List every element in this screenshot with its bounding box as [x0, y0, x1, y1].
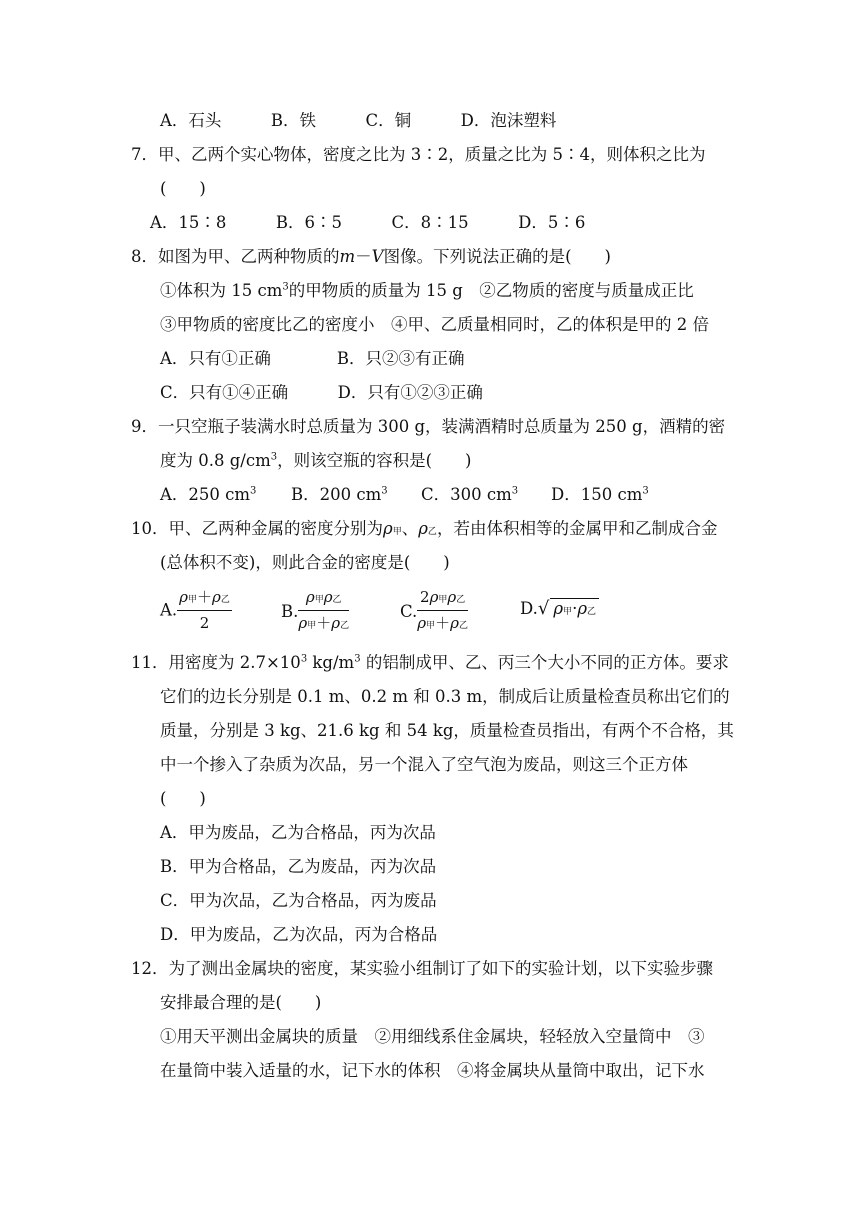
q12-stem-line1: 12．为了测出金属块的密度，某实验小组制订了如下的实验计划，以下实验步骤: [131, 959, 713, 978]
rho-symbol: ρ: [179, 588, 188, 606]
rho-symbol: ρ: [577, 599, 588, 618]
q10-stem-line1: [131, 518, 717, 543]
sub-yi: 乙: [587, 607, 597, 617]
q9-option-c-sup: 3: [511, 485, 519, 497]
q9-stem-line2: [160, 450, 472, 472]
q10-option-a-label: A.: [160, 600, 178, 620]
q7-options: A．15∶8 B．6∶5 C．8∶15 D．5∶6: [150, 213, 586, 232]
plus-sign: ＋: [435, 614, 451, 632]
q10-option-a-fraction: [177, 588, 232, 632]
q11-answer-blank: ( ): [160, 789, 206, 808]
q8-statement-line1: [160, 280, 694, 302]
q6-options: A．石头 B．铁 C．铜 D．泡沫塑料: [160, 111, 557, 130]
q9-option-b-text: B．200 cm: [291, 485, 382, 504]
q10-option-c-numerator: [417, 588, 468, 611]
q11-option-b: B．甲为合格品，乙为废品，丙为次品: [160, 857, 437, 876]
q11-stem-line3: 质量，分别是 3 kg、21.6 kg 和 54 kg，质量检查员指出，有两个不合格，其: [160, 721, 734, 740]
q10-option-a: [160, 588, 232, 632]
q11-option-a: A．甲为废品，乙为合格品，丙为次品: [160, 823, 436, 842]
q8-sup: 3: [282, 281, 289, 293]
sub-jia: 甲: [307, 621, 317, 631]
q10-option-b-fraction: [298, 588, 349, 635]
sub-yi: 乙: [332, 595, 342, 605]
plus-sign: ＋: [316, 614, 332, 632]
q10-option-c-denominator: [417, 611, 468, 635]
q9-stem-pre: 度为 0.8 g/cm: [160, 451, 271, 470]
q9-option-d: [551, 484, 649, 506]
q9-sup: 3: [270, 451, 278, 463]
q8-statement-line2: ③甲物质的密度比乙的密度小 ④甲、乙质量相同时，乙的体积是甲的 2 倍: [160, 315, 709, 334]
q10-option-c-label: C.: [400, 602, 418, 621]
dot-sign: ·: [572, 599, 578, 618]
rho-symbol: ρ: [417, 614, 427, 632]
sub-jia: 甲: [188, 595, 198, 605]
q9-option-d-sup: 3: [642, 485, 649, 497]
rho-symbol: ρ: [212, 588, 221, 606]
q10-option-b-numerator: [298, 588, 349, 611]
q11-stem-line2: 它们的边长分别是 0.1 m、0.2 m 和 0.3 m，制成后让质量检查员称出它们的: [160, 687, 730, 706]
q8-symbol-m: m: [339, 247, 356, 266]
q10-option-a-numerator: [177, 588, 232, 611]
sub-yi: 乙: [456, 595, 466, 605]
q10-option-b-denominator: [298, 611, 349, 635]
q9-option-a-sup: 3: [250, 485, 257, 497]
rho-symbol: ρ: [331, 614, 341, 632]
q10-option-c: [400, 588, 468, 635]
q10-option-b-label: B.: [281, 602, 299, 621]
sub-jia: 甲: [438, 595, 448, 605]
q10-stem-post: ，若由体积相等的金属甲和乙制成合金: [436, 519, 718, 538]
q12-steps-line2: 在量筒中装入适量的水，记下水的体积 ④将金属块从量筒中取出，记下水: [160, 1061, 705, 1080]
sub-jia: 甲: [314, 595, 324, 605]
q10-sep: 、: [401, 519, 419, 538]
sub-yi: 乙: [340, 621, 350, 631]
q8-stem: [131, 246, 611, 268]
q8-stem-post: 图像。下列说法正确的是( ): [383, 247, 611, 266]
q10-option-a-denominator: 2: [199, 614, 210, 632]
sub-jia: 甲: [426, 621, 436, 631]
q7-stem-line1: 7．甲、乙两个实心物体，密度之比为 3∶2，质量之比为 5∶4，则体积之比为: [131, 145, 706, 164]
q9-option-a-text: A．250 cm: [160, 485, 251, 504]
rho-symbol: ρ: [447, 588, 457, 606]
q11-stem-line4: 中一个掺入了杂质为次品，另一个混入了空气泡为废品，则这三个正方体: [160, 755, 688, 774]
q10-sub2: 乙: [427, 527, 437, 537]
q8-symbol-minus: －: [355, 247, 372, 266]
q8-statement-pre: ①体积为 15 cm: [160, 281, 283, 300]
q8-options-ab: A．只有①正确 B．只②③有正确: [160, 349, 465, 368]
q9-option-c-text: C．300 cm: [421, 485, 512, 504]
plus-sign: ＋: [197, 588, 213, 606]
q8-symbol-v: V: [371, 247, 384, 266]
sub-yi: 乙: [220, 595, 230, 605]
rho-symbol: ρ: [450, 614, 459, 632]
q7-answer-blank: ( ): [160, 179, 206, 198]
q10-option-b: [281, 588, 349, 635]
q10-option-c-fraction: [417, 588, 468, 635]
q11-stem-mid: kg/m: [307, 653, 355, 672]
q10-option-d: [520, 598, 599, 619]
q10-sub1: 甲: [392, 527, 402, 537]
q11-stem-post: 的铝制成甲、乙、丙三个大小不同的正方体。要求: [360, 653, 729, 672]
q9-option-a: [160, 484, 256, 506]
q10-rho1: ρ: [383, 519, 393, 538]
q9-option-d-text: D．150 cm: [551, 485, 643, 504]
q9-option-b-sup: 3: [381, 485, 388, 497]
q10-stem-line2: (总体积不变)，则此合金的密度是( ): [160, 553, 450, 572]
q9-stem-post: ，则该空瓶的容积是( ): [277, 451, 472, 470]
rho-symbol: ρ: [429, 588, 439, 606]
q10-rho2: ρ: [418, 519, 428, 538]
rho-symbol: ρ: [553, 599, 564, 618]
q9-option-c: [421, 484, 518, 506]
sqrt-icon: √: [537, 598, 550, 619]
q12-steps-line1: ①用天平测出金属块的质量 ②用细线系住金属块，轻轻放入空量筒中 ③: [160, 1027, 705, 1046]
q11-sup1: 3: [300, 653, 308, 665]
q10-option-d-label: D.: [520, 599, 538, 618]
two: 2: [420, 588, 430, 606]
q8-statement-post: 的甲物质的质量为 15 g ②乙物质的密度与质量成正比: [288, 281, 694, 300]
q11-sup2: 3: [354, 653, 361, 665]
sub-jia: 甲: [563, 607, 573, 617]
sub-yi: 乙: [458, 621, 468, 631]
q11-option-c: C．甲为次品，乙为合格品，丙为废品: [160, 891, 437, 910]
rho-symbol: ρ: [323, 588, 333, 606]
q11-stem-pre: 11．用密度为 2.7×10: [131, 653, 301, 672]
q12-stem-line2: 安排最合理的是( ): [160, 993, 322, 1012]
rho-symbol: ρ: [305, 588, 315, 606]
q9-option-b: [291, 484, 388, 506]
q10-stem-pre: 10．甲、乙两种金属的密度分别为: [131, 519, 383, 538]
q10-option-d-radicand: [550, 598, 599, 618]
q8-stem-pre: 8．如图为甲、乙两种物质的: [131, 247, 340, 266]
q11-option-d: D．甲为废品，乙为次品，丙为合格品: [160, 925, 438, 944]
q8-options-cd: C．只有①④正确 D．只有①②③正确: [160, 383, 483, 402]
q9-stem-line1: 9．一只空瓶子装满水时总质量为 300 g，装满酒精时总质量为 250 g，酒精的密: [131, 417, 726, 436]
rho-symbol: ρ: [298, 614, 308, 632]
q11-stem-line1: [131, 652, 729, 674]
